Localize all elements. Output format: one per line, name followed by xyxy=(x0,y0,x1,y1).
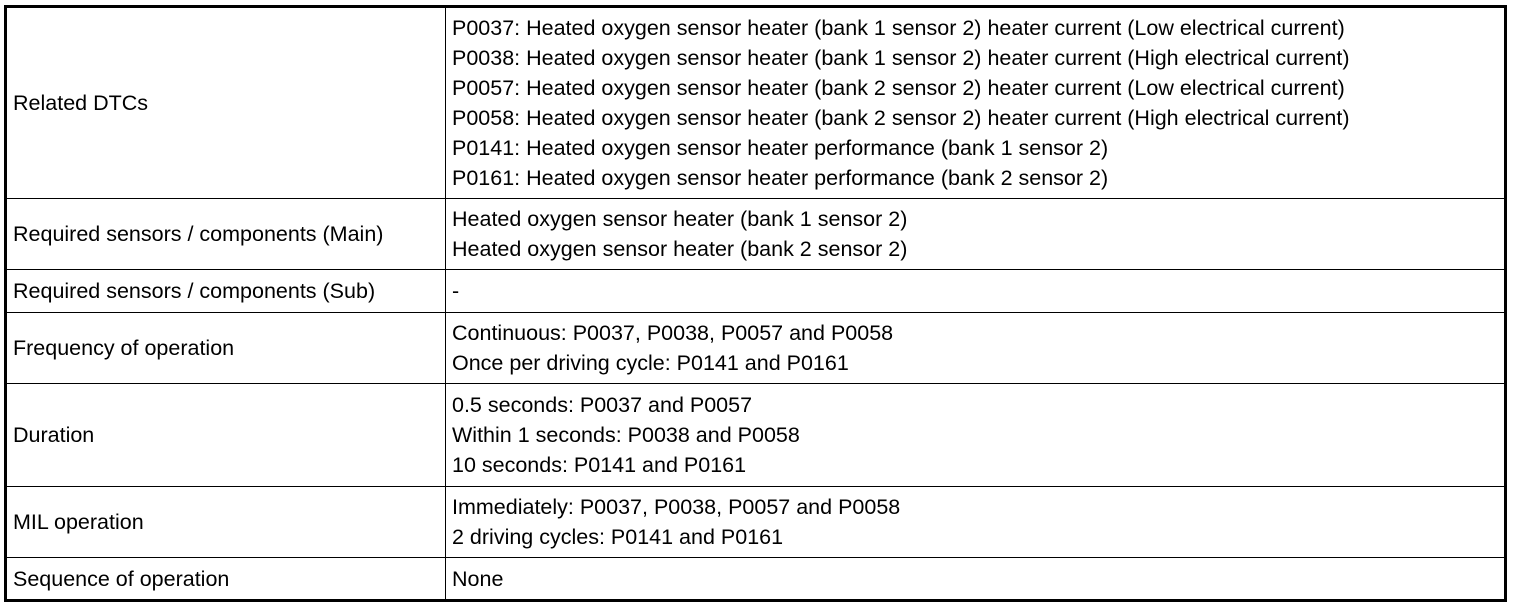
value-line: 2 driving cycles: P0141 and P0161 xyxy=(452,525,784,549)
value-line: P0038: Heated oxygen sensor heater (bank 1 sensor 2) heater current (High electrical current) xyxy=(452,46,1350,70)
value-line: Once per driving cycle: P0141 and P0161 xyxy=(452,351,849,375)
row-label-duration: Duration xyxy=(6,384,446,487)
table-row-frequency xyxy=(6,313,1506,384)
value-line: P0037: Heated oxygen sensor heater (bank 1 sensor 2) heater current (Low electrical current) xyxy=(452,16,1345,40)
row-label-sequence: Sequence of operation xyxy=(6,558,446,601)
value-line: P0161: Heated oxygen sensor heater performance (bank 2 sensor 2) xyxy=(452,166,1109,190)
table-row-related-dtcs xyxy=(6,7,1506,199)
row-value-required-main xyxy=(446,199,1506,270)
row-label-related-dtcs: Related DTCs xyxy=(6,7,446,199)
value-line: P0141: Heated oxygen sensor heater performance (bank 1 sensor 2) xyxy=(452,136,1109,160)
row-value-sequence xyxy=(446,558,1506,601)
value-line: Continuous: P0037, P0038, P0057 and P0058 xyxy=(452,321,894,345)
value-line: Heated oxygen sensor heater (bank 1 sensor 2) xyxy=(452,207,908,231)
value-line: P0058: Heated oxygen sensor heater (bank 2 sensor 2) heater current (High electrical current) xyxy=(452,106,1350,130)
value-line: - xyxy=(452,279,460,303)
row-label-mil-operation: MIL operation xyxy=(6,487,446,558)
value-line: P0057: Heated oxygen sensor heater (bank 2 sensor 2) heater current (Low electrical current) xyxy=(452,76,1345,100)
table-row-duration xyxy=(6,384,1506,487)
dtc-spec-table xyxy=(4,5,1507,602)
row-value-mil-operation xyxy=(446,487,1506,558)
row-label-required-main: Required sensors / components (Main) xyxy=(6,199,446,270)
table-row-sequence xyxy=(6,558,1506,601)
row-value-duration xyxy=(446,384,1506,487)
value-line: None xyxy=(452,566,504,591)
value-line: 10 seconds: P0141 and P0161 xyxy=(452,453,747,477)
row-label-frequency: Frequency of operation xyxy=(6,313,446,384)
row-value-required-sub xyxy=(446,270,1506,313)
value-line: 0.5 seconds: P0037 and P0057 xyxy=(452,393,753,417)
table-row-mil-operation xyxy=(6,487,1506,558)
row-value-related-dtcs xyxy=(446,7,1506,199)
value-line: Within 1 seconds: P0038 and P0058 xyxy=(452,423,800,447)
row-label-required-sub: Required sensors / components (Sub) xyxy=(6,270,446,313)
table-row-required-main xyxy=(6,199,1506,270)
value-line: Immediately: P0037, P0038, P0057 and P0058 xyxy=(452,495,901,519)
row-value-frequency xyxy=(446,313,1506,384)
table-row-required-sub xyxy=(6,270,1506,313)
value-line: Heated oxygen sensor heater (bank 2 sensor 2) xyxy=(452,237,908,261)
